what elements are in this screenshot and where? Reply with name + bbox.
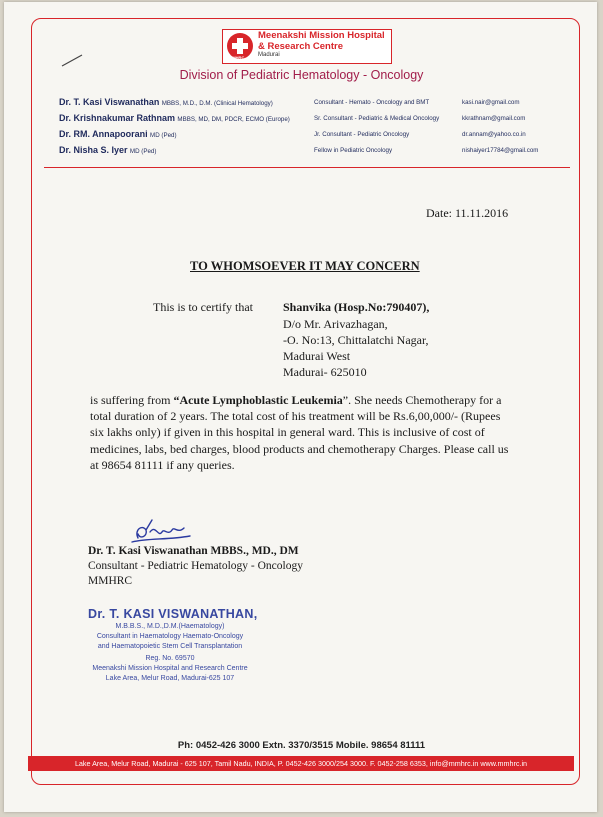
address-line-4: Madurai- 625010	[283, 365, 367, 379]
address-line-2: -O. No:13, Chittalatchi Nagar,	[283, 333, 429, 347]
stamp-qualification: M.B.B.S., M.D.,D.M.(Haematology)	[115, 623, 225, 630]
doctor-name-2: Dr. Krishnakumar Rathnam MBBS, MD, DM, PDCR, ECMO (Europe)	[59, 113, 290, 123]
hospital-name: Meenakshi Mission Hospital & Research Centre	[258, 30, 385, 52]
stamp-line-6: Lake Area, Melur Road, Madurai-625 107	[105, 675, 235, 682]
signatory-org: MMHRC	[88, 575, 133, 587]
doctor-role-3: Jr. Consultant - Pediatric Oncology	[314, 131, 410, 138]
diagnosis: “Acute Lymphoblastic Leukemia	[173, 393, 343, 407]
doctor-email-3: dr.annam@yahoo.co.in	[462, 131, 526, 138]
doctor-role-4: Fellow in Pediatric Oncology	[314, 147, 393, 154]
pen-mark	[60, 52, 84, 68]
stamp-line-2: Consultant in Haematology Haemato-Oncology	[96, 633, 244, 640]
doctor-name-3: Dr. RM. Annapoorani MD (Ped)	[59, 129, 177, 139]
division-title: Division of Pediatric Hematology - Oncology	[179, 68, 424, 82]
letter-date: Date: 11.11.2016	[426, 206, 509, 220]
signatory-role: Consultant - Pediatric Hematology - Oncology	[88, 560, 303, 572]
handwritten-signature	[128, 516, 200, 546]
doctor-name-4: Dr. Nisha S. Iyer MD (Ped)	[59, 145, 157, 155]
signatory-name: Dr. T. Kasi Viswanathan MBBS., MD., DM	[88, 545, 299, 557]
doctor-name-1: Dr. T. Kasi Viswanathan MBBS, M.D., D.M. (Clinical Hematology)	[59, 97, 273, 107]
letter-title: TO WHOMSOEVER IT MAY CONCERN	[190, 259, 420, 273]
logo-badge: MMHRC	[229, 55, 245, 60]
diagnosis-paragraph: is suffering from “Acute Lymphoblastic Leukemia”. She needs Chemotherapy for a total duration of 2 years. The total cost of his treatment will be Rs.6,00,000/- (Rupees six lakhs only) if given in this hospital in general ward. This is inclusive of cost of medicines, labs, bed charges, blood products and chemotherapy Charges. Please call us at 98654 81111 if any queries.	[90, 393, 509, 472]
stamp-line-3: and Haematopoietic Stem Cell Transplantation	[97, 643, 243, 650]
patient-name: Shanvika (Hosp.No:790407),	[283, 300, 430, 314]
doctor-role-2: Sr. Consultant - Pediatric & Medical Oncology	[314, 115, 440, 122]
doctor-email-1: kasi.nair@gmail.com	[462, 99, 520, 106]
address-line-3: Madurai West	[283, 349, 351, 363]
stamp-reg-no: Reg. No. 69570	[145, 655, 195, 662]
stamp-doctor-name: Dr. T. KASI VISWANATHAN,	[88, 607, 258, 621]
footer-address-bar: Lake Area, Melur Road, Madurai - 625 107, Tamil Nadu, INDIA, P. 0452-426 3000/254 3000. F. 0452-258 6353, info@mmhrc.in www.mmhrc.in	[28, 756, 574, 771]
footer-phone: Ph: 0452-426 3000 Extn. 3370/3515 Mobile. 98654 81111	[177, 740, 426, 751]
hospital-city: Madurai	[258, 52, 280, 58]
address-line-1: D/o Mr. Arivazhagan,	[283, 317, 388, 331]
doctor-email-4: nishaiyer17784@gmail.com	[462, 147, 539, 154]
doctor-email-2: kkrathnam@gmail.com	[462, 115, 526, 122]
header-divider	[44, 167, 570, 168]
certify-text: This is to certify that	[153, 300, 253, 314]
doctor-role-1: Consultant - Hemato - Oncology and BMT	[314, 99, 430, 106]
stamp-line-5: Meenakshi Mission Hospital and Research Centre	[92, 665, 248, 672]
